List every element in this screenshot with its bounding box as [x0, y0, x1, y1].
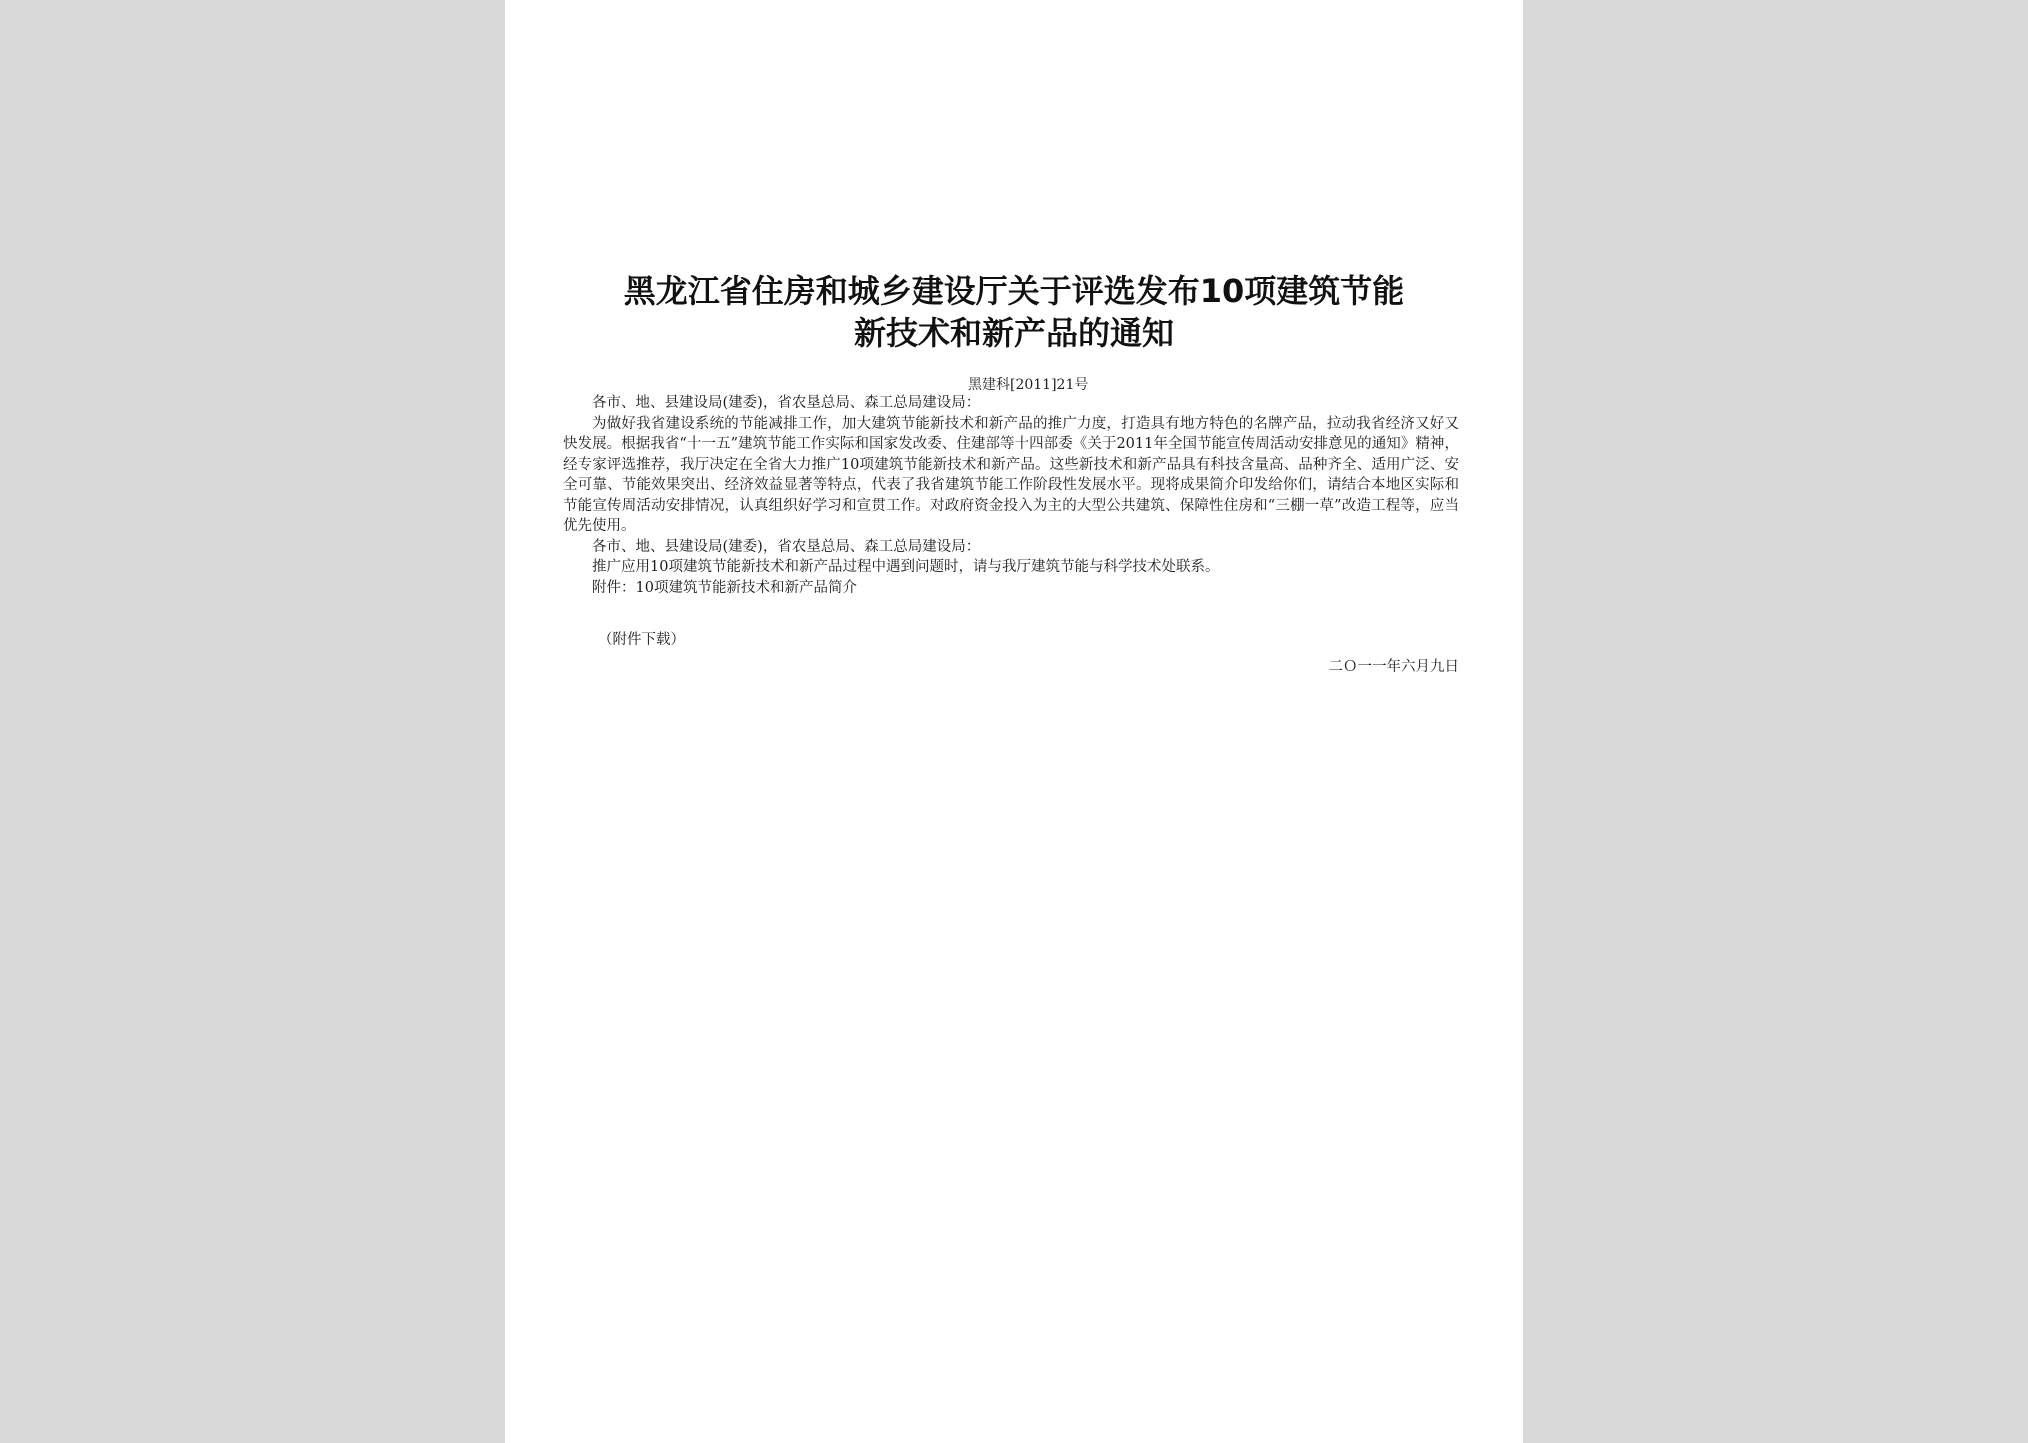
document-body — [563, 393, 1459, 598]
title-line-1: 黑龙江省住房和城乡建设厅关于评选发布10项建筑节能 — [623, 272, 1405, 310]
attachment-download-link[interactable]: （附件下载） — [598, 632, 685, 648]
paragraph-main: 为做好我省建设系统的节能减排工作，加大建筑节能新技术和新产品的推广力度，打造具有地方特色的名牌产品，拉动我省经济又好又快发展。根据我省“十一五”建筑节能工作实际和国家发改委、住建部等十四部委《关于2011年全国节能宣传周活动安排意见的通知》精神，经专家评选推荐，我厅决定在全省大力推广10项建筑节能新技术和新产品。这些新技术和新产品具有科技含量高、品种齐全、适用广泛、安全可靠、节能效果突出、经济效益显著等特点，代表了我省建筑节能工作阶段性发展水平。现将成果简介印发给你们，请结合本地区实际和节能宣传周活动安排情况，认真组织好学习和宣贯工作。对政府资金投入为主的大型公共建筑、保障性住房和“三棚一草”改造工程等，应当优先使用。 — [563, 415, 1459, 534]
paragraph-recipients: 各市、地、县建设局(建委)，省农垦总局、森工总局建设局： — [592, 395, 981, 411]
paragraph-recipients-repeat: 各市、地、县建设局(建委)，省农垦总局、森工总局建设局： — [592, 538, 981, 555]
paragraph-contact: 推广应用10项建筑节能新技术和新产品过程中遇到问题时，请与我厅建筑节能与科学技术处联系。 — [592, 559, 1220, 575]
document-page — [505, 0, 1523, 1443]
document-number: 黑建科[2011]21号 — [968, 377, 1089, 393]
title-line-2: 新技术和新产品的通知 — [853, 314, 1174, 352]
document-title — [505, 270, 1523, 354]
document-date: 二Ｏ一一年六月九日 — [1328, 659, 1459, 675]
paragraph-attachment: 附件：10项建筑节能新技术和新产品简介 — [592, 579, 857, 596]
